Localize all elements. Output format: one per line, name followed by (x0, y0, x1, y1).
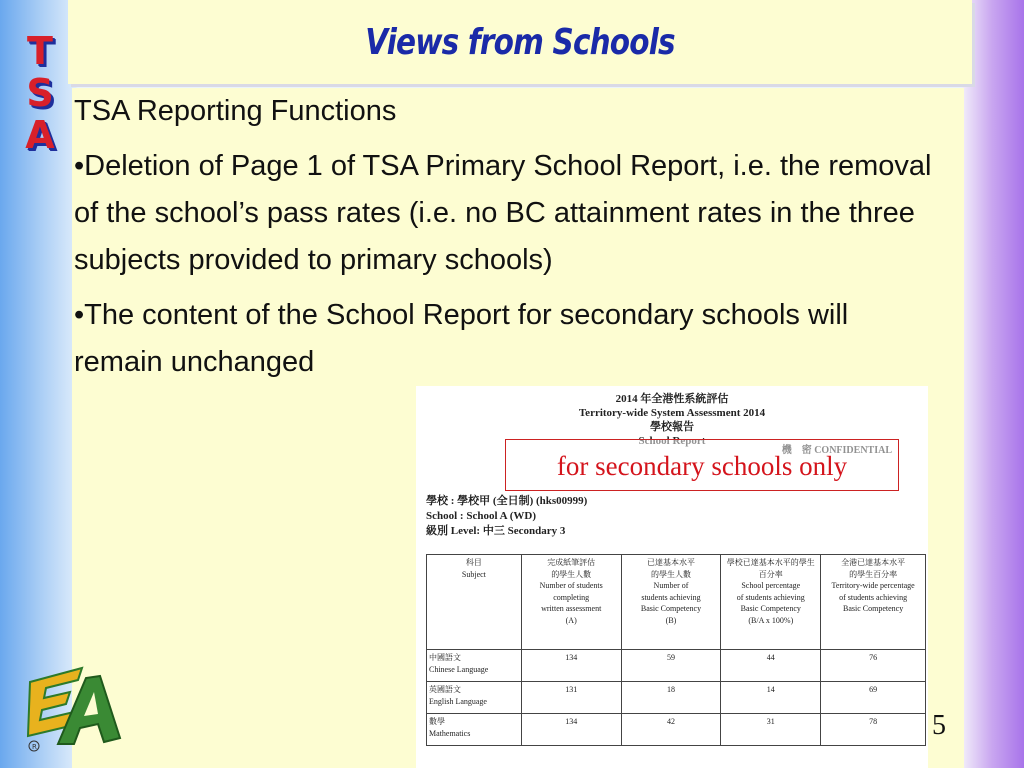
value-cell: 78 (821, 714, 926, 746)
subject-cell: 英國語文 English Language (427, 682, 522, 714)
value-cell: 134 (521, 714, 621, 746)
bullet-2: •The content of the School Report for secondary schools will remain unchanged (74, 299, 849, 378)
table-header-cell: 學校已達基本水平的學生 百分率 School percentage of students achieving Basic Competency (B/A x 100%) (721, 555, 821, 650)
value-cell: 31 (721, 714, 821, 746)
letter-t: T (27, 29, 53, 73)
table-row (427, 682, 926, 714)
table-header-row (427, 555, 926, 650)
school-level: 級別 Level: 中三 Secondary 3 (426, 525, 566, 537)
hkeaa-logo-icon (24, 664, 128, 752)
value-cell: 131 (521, 682, 621, 714)
report-line-2: Territory-wide System Assessment 2014 (578, 407, 766, 419)
table-header-cell: 完成紙筆評估 的學生人數 Number of students completing written assessment (A) (521, 555, 621, 650)
table-row (427, 714, 926, 746)
table-row (427, 650, 926, 682)
value-cell: 134 (521, 650, 621, 682)
value-cell: 76 (821, 650, 926, 682)
page-number: 5 (932, 710, 946, 741)
body-text (74, 88, 934, 386)
letter-a: A (25, 113, 55, 157)
value-cell: 44 (721, 650, 821, 682)
value-cell: 14 (721, 682, 821, 714)
right-gradient-band (962, 0, 1024, 768)
report-line-1: 2014 年全港性系統評估 (615, 393, 729, 405)
table-header-cell: 全港已達基本水平 的學生百分率 Territory-wide percentage of students achieving Basic Competency (821, 555, 926, 650)
bullet-1: •Deletion of Page 1 of TSA Primary School Report, i.e. the removal of the school’s pass rates (i.e. no BC attainment rates in the three subjects provided to primary schools) (74, 150, 932, 276)
table-header-cell: 科目 Subject (427, 555, 522, 650)
report-line-3: 學校報告 (650, 421, 694, 433)
subject-cell: 中國語文 Chinese Language (427, 650, 522, 682)
callout-box: for secondary schools only (505, 439, 899, 491)
report-table (426, 554, 926, 746)
body-heading: TSA Reporting Functions (74, 95, 397, 127)
value-cell: 69 (821, 682, 926, 714)
value-cell: 59 (621, 650, 721, 682)
value-cell: 42 (621, 714, 721, 746)
slide-title: Views from Schools (365, 22, 675, 63)
school-name-en: School : School A (WD) (426, 510, 537, 522)
table-header-cell: 已達基本水平 的學生人數 Number of students achieving Basic Competency (B) (621, 555, 721, 650)
school-name-cn: 學校 : 學校甲 (全日制) (hks00999) (426, 495, 588, 507)
value-cell: 18 (621, 682, 721, 714)
letter-s: S (26, 71, 54, 115)
subject-cell: 數學 Mathematics (427, 714, 522, 746)
svg-text:R: R (32, 743, 37, 751)
tsa-vertical-letters (22, 30, 58, 156)
title-panel (68, 0, 972, 84)
school-info (426, 494, 587, 539)
